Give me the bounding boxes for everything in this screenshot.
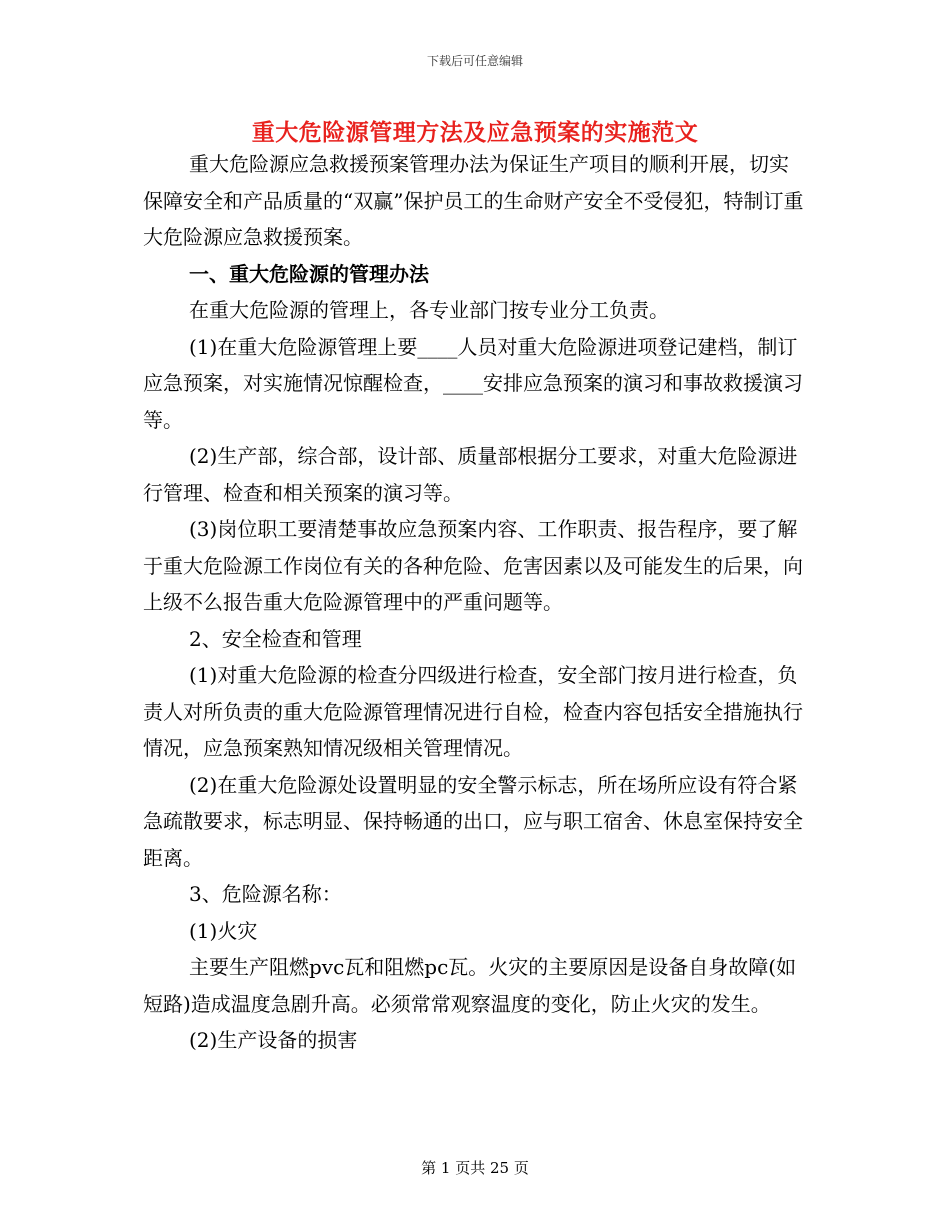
list-item-2-1: (1)对重大危险源的检查分四级进行检查，安全部门按月进行检查，负责人对所负责的重大危险源管理情况进行自检，检查内容包括安全措施执行情况，应急预案熟知情况级相关管理情况。 (143, 663, 803, 760)
section-heading-2: 2、安全检查和管理 (189, 626, 362, 651)
list-item-1-3: (3)岗位职工要清楚事故应急预案内容、工作职责、报告程序，要了解于重大危险源工作岗位有关的各种危险、危害因素以及可能发生的后果，向上级不么报告重大危险源管理中的严重问题等。 (143, 517, 803, 614)
page-header-note: 下载后可任意编辑 (426, 54, 523, 68)
paragraph-management: 在重大危险源的管理上，各专业部门按专业分工负责。 (189, 298, 669, 322)
list-item-2-2: (2)在重大危险源处设置明显的安全警示标志，所在场所应设有符合紧急疏散要求，标志明显、保持畅通的出口，应与职工宿舍、休息室保持安全距离。 (143, 772, 803, 870)
list-item-3-2: (2)生产设备的损害 (189, 1028, 358, 1052)
document-body (143, 146, 808, 1059)
intro-paragraph: 重大危险源应急救援预案管理办法为保证生产项目的顺利开展，切实保障安全和产品质量的“双赢”保护员工的生命财产安全不受侵犯，特制订重大危险源应急救援预案。 (143, 152, 804, 249)
list-item-1-1: (1)在重大危险源管理上要____人员对重大危险源进项登记建档，制订应急预案，对实施情况惊醒检查，____安排应急预案的演习和事故救援演习等。 (143, 334, 803, 432)
list-item-3-1: (1)火灾 (189, 918, 258, 943)
paragraph-fire: 主要生产阻燃pvc瓦和阻燃pc瓦。火灾的主要原因是设备自身故障(如短路)造成温度急剧升高。必须常常观察温度的变化，防止火灾的发生。 (143, 955, 797, 1016)
page-number-footer: 第 1 页共 25 页 (421, 1159, 529, 1177)
section-heading-3: 3、危险源名称： (189, 882, 342, 906)
document-title: 重大危险源管理方法及应急预案的实施范文 (251, 119, 699, 146)
section-heading-1: 一、重大危险源的管理办法 (189, 261, 429, 286)
list-item-1-2: (2)生产部，综合部，设计部、质量部根据分工要求，对重大危险源进行管理、检查和相关预案的演习等。 (143, 444, 798, 505)
